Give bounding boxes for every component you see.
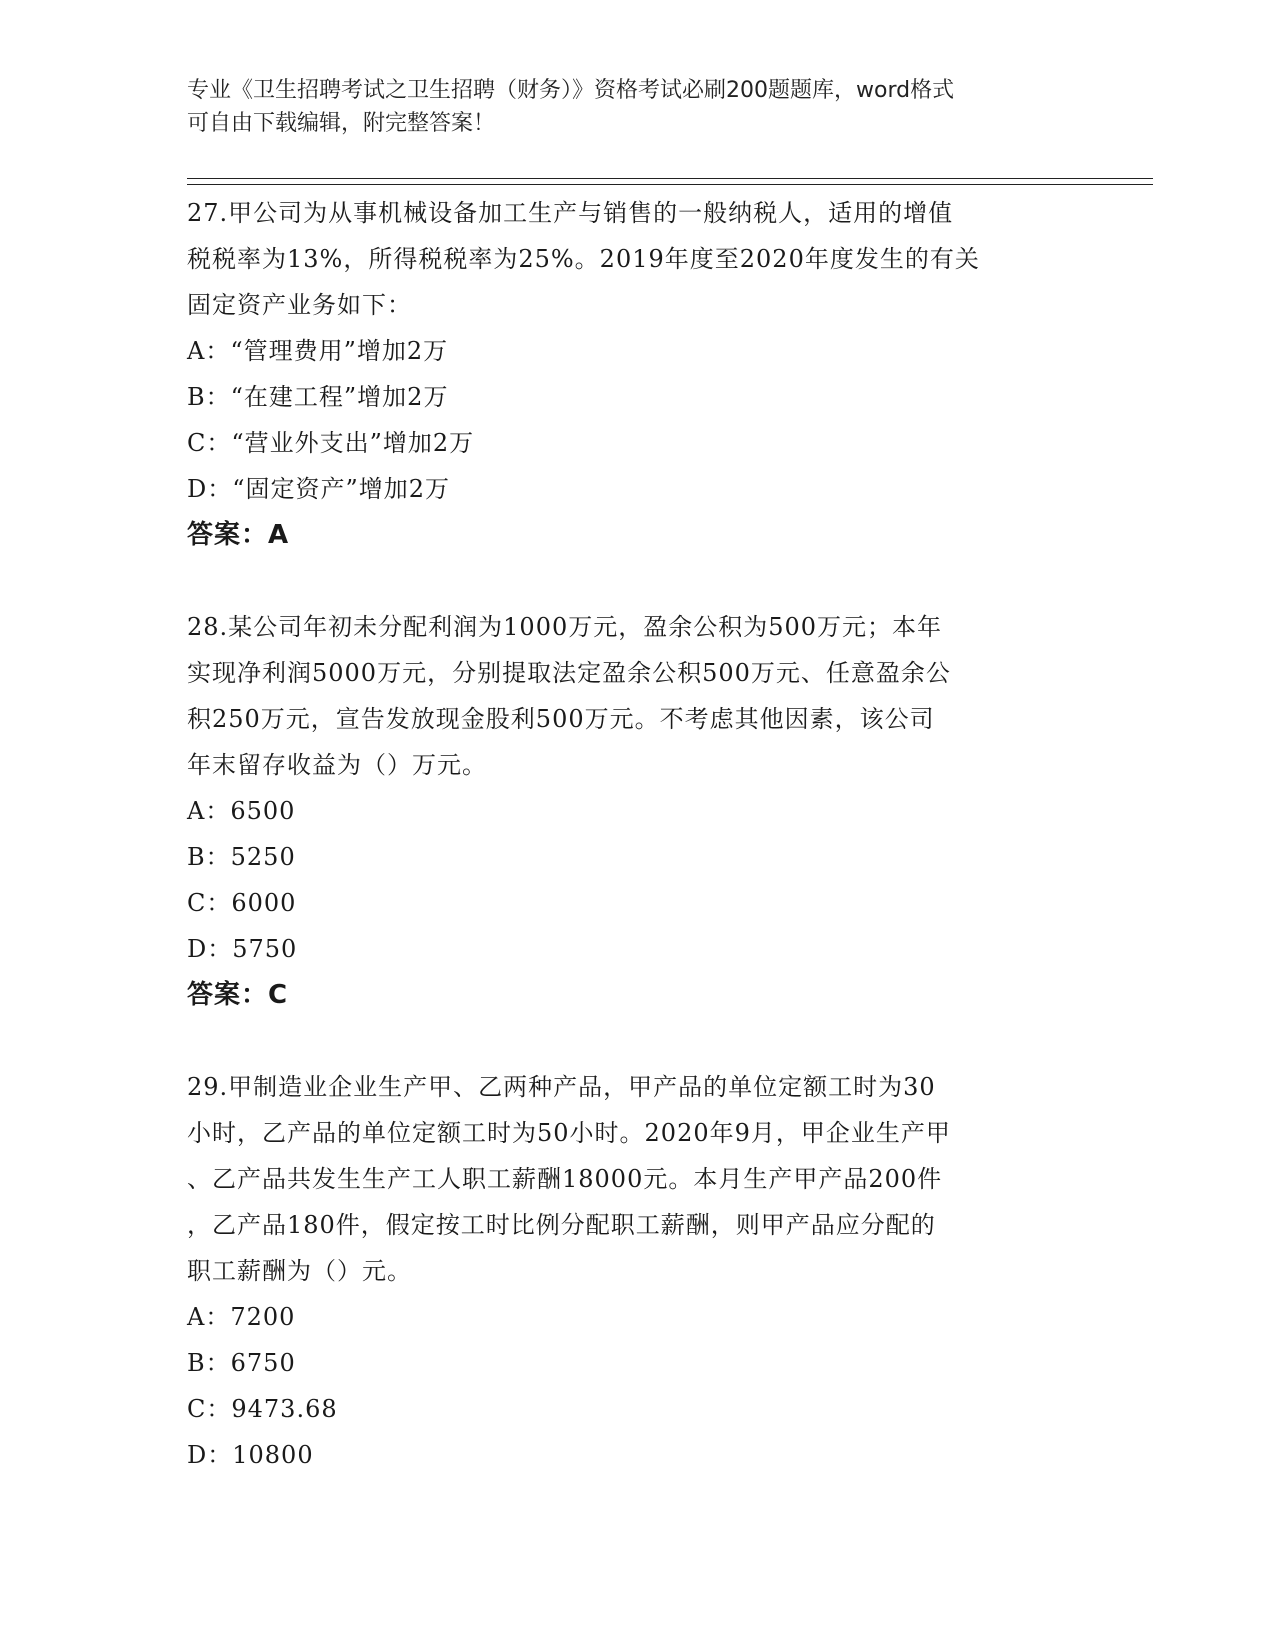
question-text-line: 28.某公司年初未分配利润为1000万元，盈余公积为500万元；本年	[187, 613, 943, 641]
option-a: A：7200	[187, 1303, 296, 1331]
question-29-stem	[187, 1064, 1087, 1294]
question-text-line: 、乙产品共发生生产工人职工薪酬18000元。本月生产甲产品200件	[187, 1165, 943, 1193]
spacer	[187, 1018, 1087, 1064]
header-divider-top	[187, 178, 1153, 179]
document-header	[187, 74, 1087, 140]
question-list	[187, 190, 1087, 1478]
question-29	[187, 1064, 1087, 1478]
option-c: C：“营业外支出”增加2万	[187, 429, 475, 457]
question-text-line: 实现净利润5000万元，分别提取法定盈余公积500万元、任意盈余公	[187, 659, 951, 687]
option-b: B：5250	[187, 843, 296, 871]
option-b: B：6750	[187, 1349, 296, 1377]
question-27-stem	[187, 190, 1087, 328]
header-line-2: 可自由下载编辑，附完整答案！	[187, 111, 496, 136]
question-text-line: 小时，乙产品的单位定额工时为50小时。2020年9月，甲企业生产甲	[187, 1119, 951, 1147]
question-text-line: 29.甲制造业企业生产甲、乙两种产品，甲产品的单位定额工时为30	[187, 1073, 936, 1101]
question-text-line: 职工薪酬为（）元。	[187, 1257, 412, 1285]
spacer	[187, 558, 1087, 604]
answer-label: 答案：A	[187, 520, 290, 550]
option-c: C：6000	[187, 889, 297, 917]
question-27	[187, 190, 1087, 558]
option-a: A：“管理费用”增加2万	[187, 337, 449, 365]
option-d: D：“固定资产”增加2万	[187, 475, 451, 503]
answer-label: 答案：C	[187, 980, 289, 1010]
header-line-1: 专业《卫生招聘考试之卫生招聘（财务）》资格考试必刷200题题库，word格式	[187, 78, 955, 103]
header-divider-bottom	[187, 184, 1153, 185]
option-b: B：“在建工程”增加2万	[187, 383, 449, 411]
option-a: A：6500	[187, 797, 296, 825]
question-28-stem	[187, 604, 1087, 788]
question-text-line: 27.甲公司为从事机械设备加工生产与销售的一般纳税人，适用的增值	[187, 199, 954, 227]
option-d: D：10800	[187, 1441, 314, 1469]
question-text-line: 税税率为13%，所得税税率为25%。2019年度至2020年度发生的有关	[187, 245, 980, 273]
question-text-line: 积250万元，宣告发放现金股利500万元。不考虑其他因素，该公司	[187, 705, 935, 733]
option-c: C：9473.68	[187, 1395, 338, 1423]
question-text-line: ，乙产品180件，假定按工时比例分配职工薪酬，则甲产品应分配的	[187, 1211, 936, 1239]
question-text-line: 年末留存收益为（）万元。	[187, 751, 487, 779]
question-28	[187, 604, 1087, 1018]
question-text-line: 固定资产业务如下：	[187, 291, 412, 319]
option-d: D：5750	[187, 935, 298, 963]
